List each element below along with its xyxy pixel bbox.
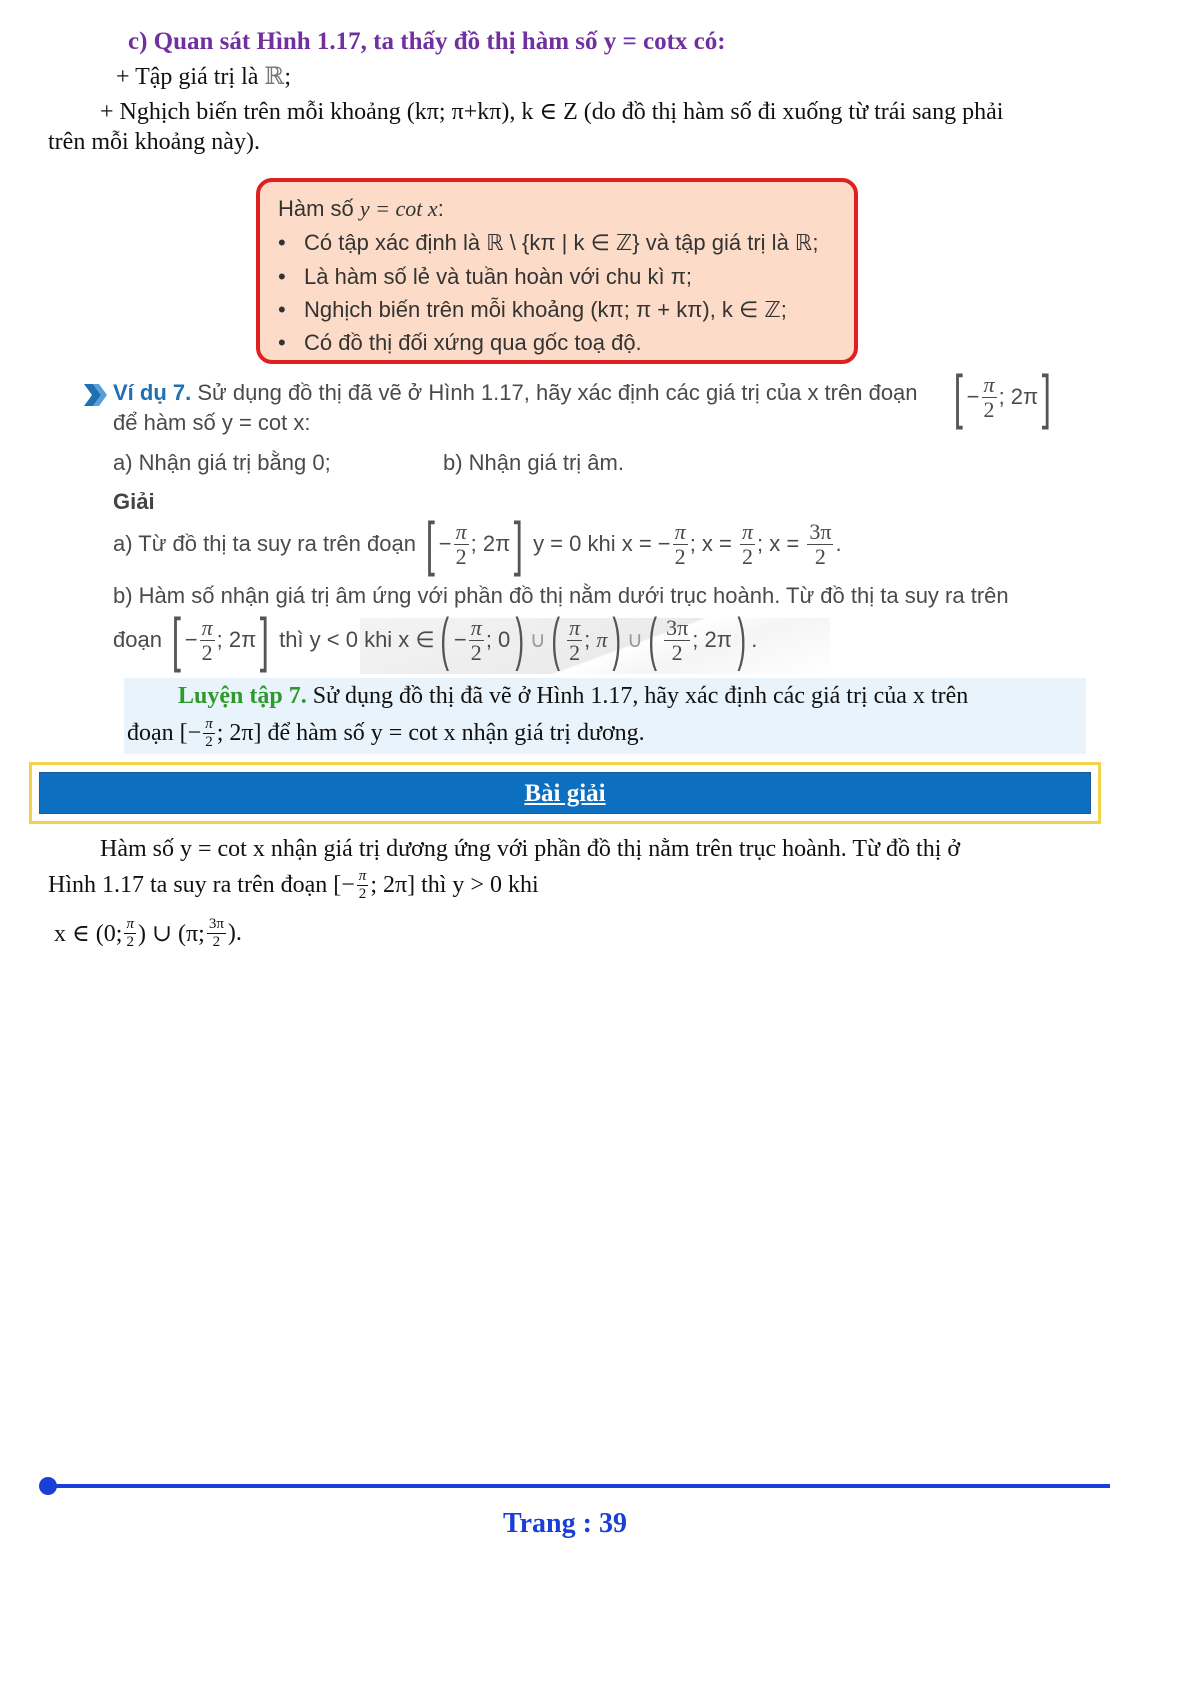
example-7-interval: [ − $\frac{\pi}{2}$ ; 2π ] — [953, 363, 1052, 430]
frac-num: 3π — [208, 915, 224, 932]
page-number: Trang : 39 — [503, 1508, 627, 1539]
section-c-bullet-decreasing-cont: trên mỗi khoảng này). — [48, 129, 260, 155]
solution-header-bar — [39, 772, 1091, 814]
frac-num: π — [358, 867, 367, 884]
interval-minus: − — [966, 384, 980, 409]
frac-den: 2 — [983, 396, 995, 422]
interval-right: ; 2π — [470, 531, 511, 556]
frac-den: 2 — [674, 543, 686, 569]
summary-item: • Nghịch biến trên mỗi khoảng (kπ; π + kπ), k ∈ ℤ; — [278, 297, 787, 322]
solution-line3-suffix: ). — [227, 919, 242, 946]
frac-den: 2 — [569, 639, 581, 665]
example-7-solution-label: Giải — [113, 489, 155, 514]
two-pi: 2π — [704, 627, 732, 652]
frac-num: π — [470, 614, 482, 640]
summary-item-text: Là hàm số lẻ và tuần hoàn với chu kì π; — [304, 264, 692, 289]
bullet-range-prefix: + Tập giá trị là — [116, 64, 265, 90]
example-7-part-b: b) Nhận giá trị âm. — [443, 450, 624, 475]
frac-den: 2 — [455, 543, 467, 569]
example-7-solution-b-line1: b) Hàm số nhận giá trị âm ứng với phần đồ thị nằm dưới trục hoành. Từ đồ thị ta suy ra trên — [113, 583, 1009, 608]
frac-den: 2 — [742, 543, 754, 569]
solution-line2-suffix: ; 2π] thì y > 0 khi — [370, 871, 539, 898]
union-symbol: ∪ — [529, 627, 546, 652]
sol-b-prefix: đoạn — [113, 627, 162, 652]
practice-7-text: Sử dụng đồ thị đã vẽ ở Hình 1.17, hãy xác định các giá trị của x trên — [306, 683, 969, 709]
bullet-range-suffix: ; — [284, 64, 292, 90]
solution-header-title: Bài giải — [524, 780, 606, 807]
example-7-line1 — [113, 380, 918, 406]
frac-num: π — [742, 518, 754, 544]
summary-item: • Có đồ thị đối xứng qua gốc toạ độ. — [278, 330, 642, 355]
footer-dot-icon — [39, 1477, 57, 1495]
sol-a-sep: ; x = — [757, 531, 800, 556]
frac-num: π — [674, 518, 686, 544]
section-c-heading: c) Quan sát Hình 1.17, ta thấy đồ thị hàm số y = cotx có: — [128, 28, 726, 55]
practice-7-line1 — [178, 683, 968, 710]
practice-7-prefix: đoạn [− — [127, 719, 202, 746]
interval-minus: − — [184, 627, 198, 652]
summary-box — [256, 178, 858, 364]
practice-7-line2 — [127, 710, 645, 756]
summary-item-text: Nghịch biến trên mỗi khoảng (kπ; π + kπ), k ∈ ℤ; — [304, 297, 787, 322]
example-7-solution-a: a) Từ đồ thị ta suy ra trên đoạn [ − $\frac{\pi}{2}$ ; 2π ] y = 0 khi x = − $\frac{\pi}{2}$ ; x = $\frac{\pi}{2}$ ; x = $\frac{3\pi}{2}$ . — [113, 510, 842, 577]
summary-title-formula: y = cot x — [359, 196, 438, 221]
solution-header — [29, 762, 1101, 824]
summary-item: • Là hàm số lẻ và tuần hoàn với chu kì π; — [278, 264, 692, 289]
interval-minus: − — [438, 531, 452, 556]
interval-right: ; 2π — [998, 384, 1039, 409]
summary-item: • Có tập xác định là ℝ \ {kπ | k ∈ ℤ} và tập giá trị là ℝ; — [278, 230, 819, 255]
interval-right: ; 2π — [216, 627, 257, 652]
solution-line2 — [48, 862, 539, 908]
sol-a-prefix: a) Từ đồ thị ta suy ra trên đoạn — [113, 531, 416, 556]
example-7-label: Ví dụ 7. — [113, 380, 192, 405]
summary-item-text: Có tập xác định là ℝ \ {kπ | k ∈ ℤ} và tập giá trị là ℝ; — [304, 230, 819, 255]
frac-num: π — [569, 614, 581, 640]
practice-7-suffix: ; 2π] để hàm số y = cot x nhận giá trị dương. — [216, 719, 645, 746]
frac-num: π — [201, 614, 213, 640]
frac-den: 2 — [358, 885, 367, 902]
example-7-solution-b-line2: đoạn [ − $\frac{\pi}{2}$ ; 2π ] thì y < 0 khi x ∈ ( − $\frac{\pi}{2}$ ; 0 ) ∪ ( $\frac{\pi}{2}$ ; π ) ∪ ( $\frac{3\pi}{2}$ ; 2π ) . — [113, 606, 758, 673]
footer-rule — [48, 1484, 1110, 1488]
frac-num: π — [455, 518, 467, 544]
example-7-text: Sử dụng đồ thị đã vẽ ở Hình 1.17, hãy xác định các giá trị của x trên đoạn — [197, 380, 918, 405]
solution-line3-mid: ) ∪ (π; — [137, 920, 205, 947]
real-set-symbol: ℝ — [264, 62, 285, 90]
solution-line3 — [54, 910, 242, 956]
summary-title-suffix: : — [437, 196, 444, 221]
section-c-bullet-decreasing: + Nghịch biến trên mỗi khoảng (kπ; π+kπ), k ∈ Z (do đồ thị hàm số đi xuống từ trái sang phải — [100, 99, 1004, 125]
summary-title-prefix: Hàm số — [278, 196, 360, 221]
example-arrow-icon — [84, 384, 110, 406]
frac-den: 2 — [212, 933, 221, 950]
frac-num: π — [205, 715, 213, 732]
frac-num: π — [126, 915, 134, 932]
example-7-line2: để hàm số y = cot x: — [113, 410, 311, 435]
frac-num: 3π — [666, 614, 689, 640]
interval-minus: − — [453, 627, 467, 652]
pi: π — [596, 627, 608, 652]
summary-box-title — [278, 196, 444, 222]
solution-line2-prefix: Hình 1.17 ta suy ra trên đoạn [− — [48, 871, 355, 898]
frac-den: 2 — [470, 639, 482, 665]
sol-a-mid: y = 0 khi — [533, 531, 616, 556]
union-symbol: ∪ — [626, 627, 643, 652]
frac-den: 2 — [205, 733, 213, 750]
frac-num: π — [983, 371, 995, 397]
summary-item-text: Có đồ thị đối xứng qua gốc toạ độ. — [304, 330, 642, 355]
practice-7-label: Luyện tập 7. — [178, 683, 307, 709]
frac-den: 2 — [126, 933, 134, 950]
frac-den: 2 — [201, 639, 213, 665]
solution-line3-prefix: x ∈ (0; — [54, 920, 123, 947]
sol-a-x: x = − — [621, 531, 671, 556]
frac-den: 2 — [814, 543, 826, 569]
frac-den: 2 — [671, 639, 683, 665]
sol-b-mid: thì y < 0 khi x ∈ — [279, 627, 435, 652]
sol-a-sep: ; x = — [689, 531, 732, 556]
solution-line1: Hàm số y = cot x nhận giá trị dương ứng với phần đồ thị nằm trên trục hoành. Từ đồ thị ở — [100, 836, 961, 862]
zero: 0 — [498, 627, 511, 652]
section-c-bullet-range — [116, 62, 291, 91]
example-7-part-a: a) Nhận giá trị bằng 0; — [113, 450, 331, 475]
frac-num: 3π — [809, 518, 832, 544]
